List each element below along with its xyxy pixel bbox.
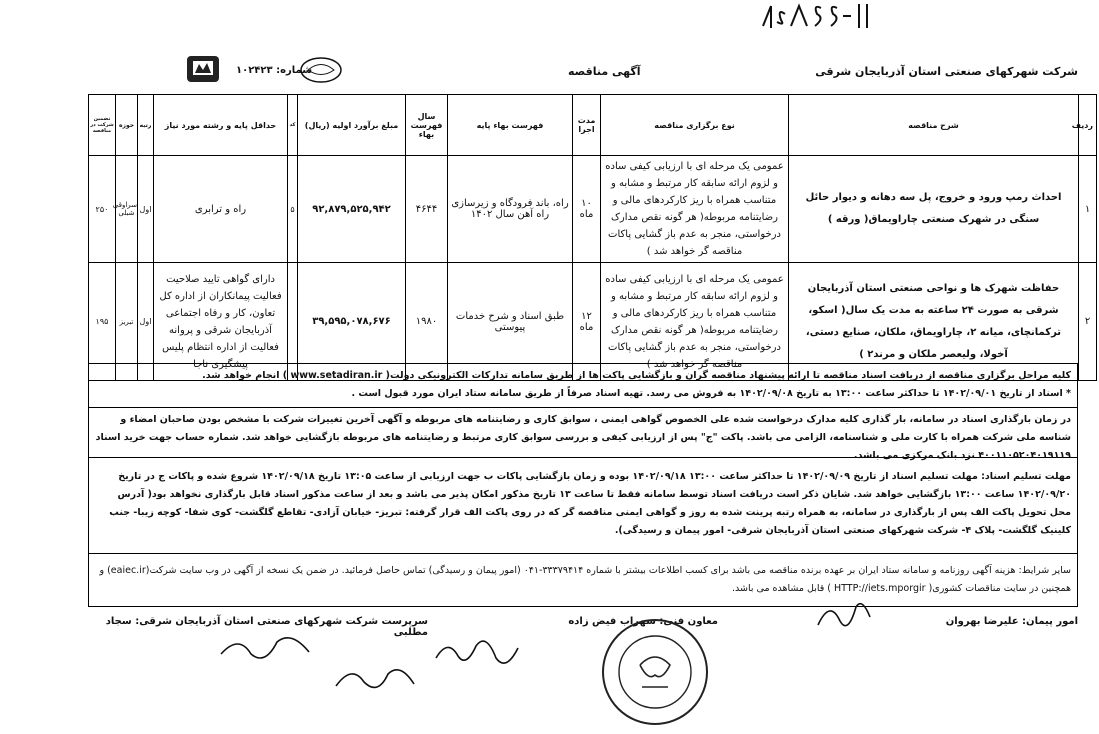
cell-price-list: طبق اسناد و شرح خدمات پیوستی	[448, 263, 573, 381]
notes-section-deadline	[89, 458, 1077, 554]
cell-area: تبریز	[116, 263, 138, 381]
cell-row-number: ۲	[1079, 263, 1097, 381]
cell-grade: اول	[138, 263, 154, 381]
document-sale-dates: * اسناد از تاریخ ۱۴۰۲/۰۹/۰۱ تا حداکثر ساعت ۱۳:۰۰ به تاریخ ۱۴۰۲/۰۹/۰۸ به فروش می رسد. تهیه اسناد صرفاً از طریق سامانه ستاد ایران مورد قبول است .	[351, 388, 1071, 399]
handwritten-number	[755, 0, 875, 32]
header-guarantee: تضمین شرکت در مناقصه	[89, 95, 116, 156]
cell-estimate: ۹۲,۸۷۹,۵۲۵,۹۴۲	[298, 156, 406, 263]
company-stamp	[598, 615, 713, 730]
table-header-row	[89, 95, 1097, 156]
technical-deputy: معاون فنی: سهراب فیض زاده	[568, 616, 718, 627]
header-price-list: فهرست بهاء پایه	[448, 95, 573, 156]
cell-duration: ۱۲ ماه	[573, 263, 601, 381]
header-duration: مدت اجرا	[573, 95, 601, 156]
other-conditions: سایر شرایط: هزینه آگهی روزنامه و سامانه ستاد ایران بر عهده برنده مناقصه می باشد برای کسب اطلاعات بیشتر با شماره ۳۳۳۷۹۴۱۴-۰۴۱ (امور پیمان و رسیدگی) تماس حاصل فرمائید. در ضمن یک نسخه از آگهی در وب سایت شرکت(eaiec.ir) و همچنین در سایت مناقصات کشوری( HTTP://iets.mporgir ) قابل مشاهده می باشد.	[99, 565, 1071, 594]
cell-area: سراوقی شبلی	[116, 156, 138, 263]
cell-qualification: دارای گواهی تایید صلاحیت فعالیت پیمانکاران از اداره کل تعاون، کار و رفاه اجتماعی آذربایجان شرقی و پروانه فعالیت از اداره انتظام پلیس پیشگیری ناجا	[154, 263, 288, 381]
submission-deadline: مهلت تسلیم اسناد: مهلت تسلیم اسناد از تاریخ ۱۴۰۲/۰۹/۰۹ تا حداکثر ساعت ۱۳:۰۰ ۱۴۰۲/۰۹/۱۸ بوده و زمان بازگشایی پاکات ب جهت ارزیابی از ساعت ۱۳:۰۵ تاریخ ۱۴۰۲/۰۹/۱۸ شروع شده و پاکات ج در تاریخ ۱۴۰۲/۰۹/۲۰ ساعت ۱۳:۰۰ بازگشایی خواهد شد. شایان ذکر است دریافت اسناد توسط سامانه فقط تا ساعت ۱۳ تاریخ مذکور امکان پذیر می باشد و بعد از ساعت مذکور اسناد قابل بارگذاری نخواهد بود( آدرس محل تحویل پاکت الف پس از بارگذاری در سامانه، به همراه رتبه پرینت شده به روز و گواهی ایمنی مناقصه گر که در روی پاکت الف قرار گرفته: تبریز- خیابان آزادی- تقاطع گلگشت- کوی شفا- کوچه زیبا- جنب کلینیک گلگشت- پلاک ۴- شرکت شهرکهای صنعتی استان آذربایجان شرقی- امور پیمان و رسیدگی).	[109, 471, 1071, 536]
tender-notes	[88, 363, 1078, 607]
cell-grade: اول	[138, 156, 154, 263]
header-row-number: ردیف	[1079, 95, 1097, 156]
company-name: شرکت شهرکهای صنعتی استان آذربایجان شرقی	[815, 65, 1078, 78]
cell-price-list-year: ۱۹۸۰	[406, 263, 448, 381]
header-grade: رتبه	[138, 95, 154, 156]
company-director: سرپرست شرکت شهرکهای صنعتی استان آذربایجان شرقی: سجاد مطلبی	[105, 616, 428, 638]
ad-title: آگهی مناقصه	[568, 65, 641, 78]
cell-guarantee: ۱۹۵	[89, 263, 116, 381]
cell-method: عمومی یک مرحله ای با ارزیابی کیفی ساده و لزوم ارائه سابقه کار مرتبط و مشابه و متناسب همراه با ریز کارکردهای مالی و رضایتنامه مربوطه( هر گونه نقص مدارک درخواستی، منجر به عدم باز گشایی پاکات مناقصه گر خواهد شد )	[601, 263, 789, 381]
signature-scribble	[215, 628, 315, 668]
notes-section-procedure	[89, 364, 1077, 408]
cell-method: عمومی یک مرحله ای با ارزیابی کیفی ساده و لزوم ارائه سابقه کار مرتبط و مشابه و متناسب همراه با ریز کارکردهای مالی و رضایتنامه مربوطه( هر گونه نقص مدارک درخواستی، منجر به عدم باز گشایی پاکات مناقصه گر خواهد شد )	[601, 156, 789, 263]
cell-price-list-year: ۴۶۴۴	[406, 156, 448, 263]
header-price-list-year: سال فهرست بهاء	[406, 95, 448, 156]
contracts-officer: امور پیمان: علیرضا بهروان	[945, 616, 1078, 627]
notes-section-upload	[89, 408, 1077, 461]
document-header	[88, 55, 1078, 87]
cell-duration: ۱۰ ماه	[573, 156, 601, 263]
header-estimate: مبلغ برآورد اولیه (ریال)	[298, 95, 406, 156]
company-logo	[183, 52, 223, 86]
cell-description: احداث رمپ ورود و خروج، پل سه دهانه و دیوار حائل سنگی در شهرک صنعتی چاراویماق( ورقه )	[789, 156, 1079, 263]
header-area: حوزه	[116, 95, 138, 156]
header-qualification: حداقل پایه و رشته مورد نیاز	[154, 95, 288, 156]
header-description: شرح مناقصه	[789, 95, 1079, 156]
notes-section-other	[89, 554, 1077, 606]
header-method: نوع برگزاری مناقصه	[601, 95, 789, 156]
ad-number: شماره: ۱۰۲۴۲۳	[236, 65, 313, 76]
cell-description: حفاظت شهرک ها و نواحی صنعتی استان آذربایجان شرقی به صورت ۲۴ ساعته به مدت یک سال( اسکو، ترکمانچای، میانه ۲، چاراویماق، ملکان، صنایع دستی، آخولا، ولیعصر ملکان و مرند۲ )	[789, 263, 1079, 381]
cell-guarantee: ۲۵۰	[89, 156, 116, 263]
signature-scribble	[810, 595, 880, 640]
table-row	[89, 156, 1097, 263]
cell-code: ۵	[288, 156, 298, 263]
tender-table	[88, 94, 1097, 381]
header-code: کد	[288, 95, 298, 156]
signature-scribble	[330, 658, 420, 698]
cell-row-number: ۱	[1079, 156, 1097, 263]
upload-requirements: در زمان بارگذاری اسناد در سامانه، بار گذاری کلیه مدارک درخواست شده علی الخصوص گواهی ایمنی ، سوابق کاری و رضایتنامه های مربوطه و آگهی آخرین تغییرات شرکت با مشخص بودن صاحبان امضاء و شناسه ملی شرکت همراه با کارت ملی و شناسنامه، الزامی می باشد. پاکت "ج" پس از ارزیابی کیفی و بررسی سوابق کاری مرتبط و رضایتنامه های مربوطه بازگشایی خواهد شد. شماره حساب جهت خرید اسناد ۴۰۰۱۱۰۵۲۰۴۰۱۹۱۱۹ نزد بانک مرکزی می باشد.	[95, 414, 1071, 461]
cell-estimate: ۳۹,۵۹۵,۰۷۸,۶۷۶	[298, 263, 406, 381]
cell-price-list: راه، باند فرودگاه و زیرسازی راه آهن سال ۱۴۰۲	[448, 156, 573, 263]
procedure-note: کلیه مراحل برگزاری مناقصه از دریافت اسناد مناقصه تا ارائه پیشنهاد مناقصه گران و بازگشایی پاکت ها از طریق سامانه تدارکات الکترونیکی دولت( www.setadiran.ir ) انجام خواهد شد.	[202, 370, 1071, 381]
signature-scribble	[430, 628, 525, 678]
cell-qualification: راه و ترابری	[154, 156, 288, 263]
